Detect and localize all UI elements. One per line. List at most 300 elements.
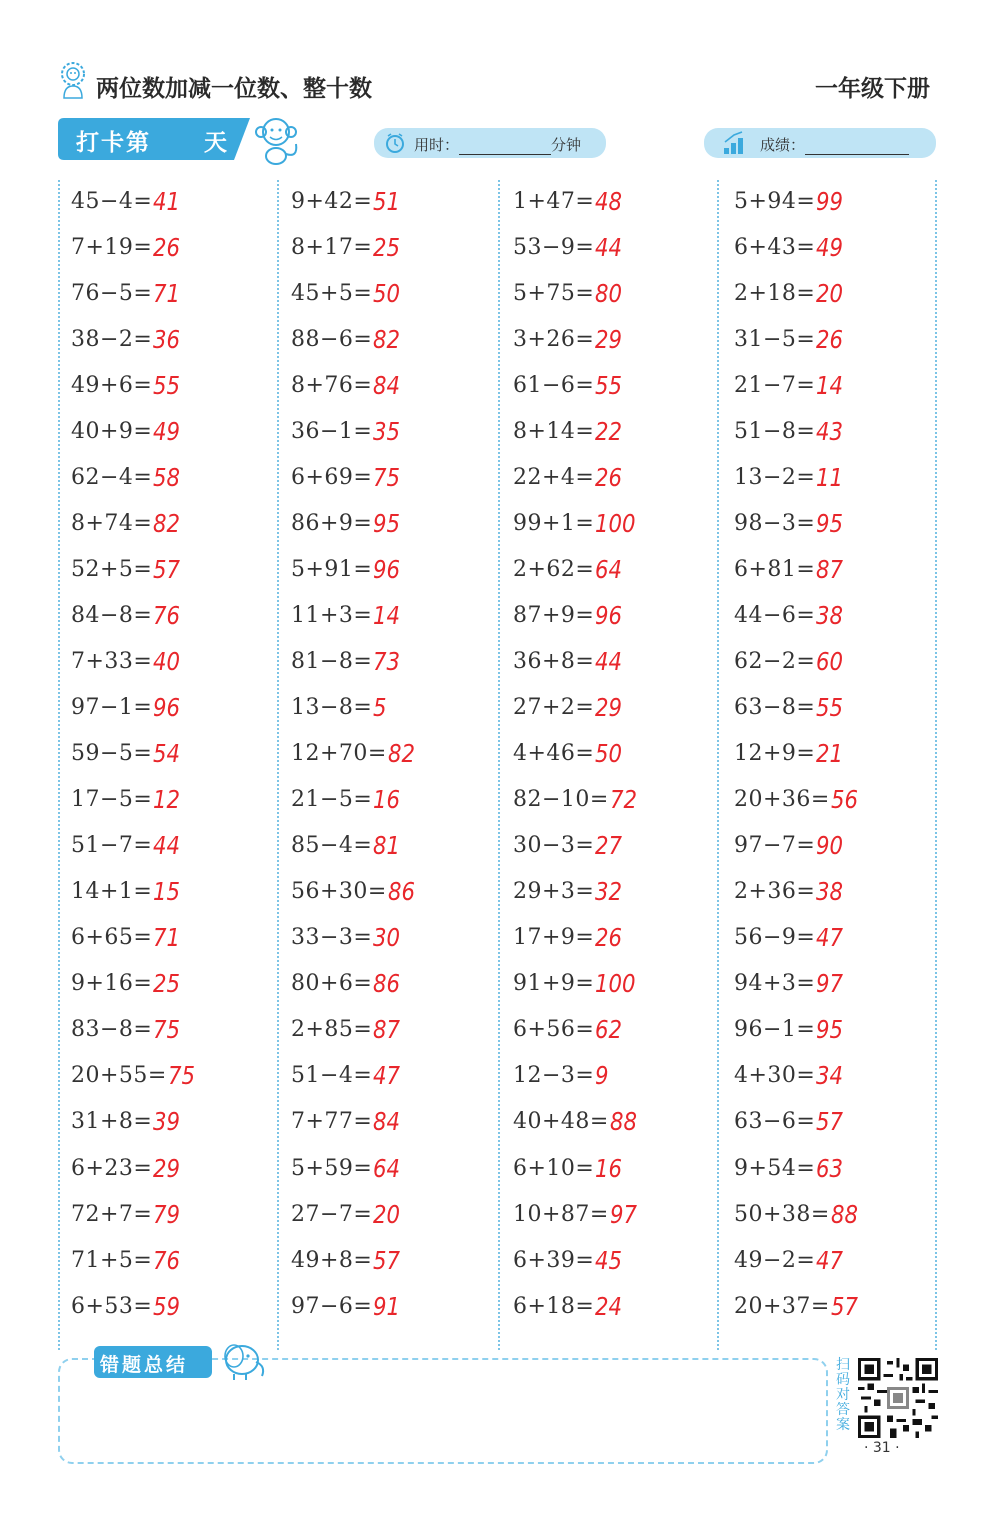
column-divider <box>58 180 60 1350</box>
score-blank[interactable] <box>805 140 909 155</box>
handwritten-answer[interactable]: 54 <box>153 739 181 769</box>
problem-expression: 7+33= <box>71 648 153 674</box>
problem-row <box>291 731 501 777</box>
handwritten-answer[interactable]: 48 <box>595 186 623 216</box>
problem-expression: 36+8= <box>513 648 595 674</box>
handwritten-answer[interactable]: 11 <box>816 462 844 492</box>
problem-row <box>71 685 281 731</box>
problem-row <box>513 961 723 1007</box>
mistake-summary-label: 错题总结 <box>100 1354 189 1376</box>
handwritten-answer[interactable]: 44 <box>153 831 181 861</box>
problem-expression: 13−2= <box>734 464 816 490</box>
problem-expression: 52+5= <box>71 556 153 582</box>
handwritten-answer[interactable]: 38 <box>816 877 844 907</box>
problem-expression: 5+59= <box>291 1155 373 1181</box>
problem-expression: 17+9= <box>513 925 595 951</box>
problem-row <box>734 685 944 731</box>
problem-row <box>291 270 501 316</box>
score-label: 成绩： <box>760 136 806 154</box>
handwritten-answer[interactable]: 71 <box>153 278 181 308</box>
problem-expression: 8+74= <box>71 510 153 536</box>
problem-expression: 17−5= <box>71 787 153 813</box>
time-blank[interactable] <box>459 140 551 155</box>
problem-row <box>291 362 501 408</box>
handwritten-answer[interactable]: 47 <box>373 1061 401 1091</box>
clock-icon <box>384 132 406 154</box>
problem-expression: 84−8= <box>71 602 153 628</box>
problem-expression: 56−9= <box>734 925 816 951</box>
problem-row <box>513 1099 723 1145</box>
problem-row <box>71 961 281 1007</box>
qr-label: 扫码对答案 <box>836 1357 850 1433</box>
handwritten-answer[interactable]: 82 <box>387 739 415 769</box>
problem-row <box>513 1007 723 1053</box>
problem-expression: 11+3= <box>291 602 373 628</box>
problem-row <box>734 224 944 270</box>
handwritten-answer[interactable]: 99 <box>816 186 844 216</box>
handwritten-answer[interactable]: 25 <box>373 232 401 262</box>
problem-row <box>71 1053 281 1099</box>
handwritten-answer[interactable]: 14 <box>373 600 401 630</box>
problem-row <box>734 1053 944 1099</box>
problem-expression: 6+10= <box>513 1155 595 1181</box>
problem-expression: 1+47= <box>513 188 595 214</box>
problem-expression: 97−6= <box>291 1293 373 1319</box>
handwritten-answer[interactable]: 76 <box>153 600 181 630</box>
problem-expression: 72+7= <box>71 1201 153 1227</box>
handwritten-answer[interactable]: 12 <box>153 785 181 815</box>
problem-expression: 45−4= <box>71 188 153 214</box>
problem-row <box>734 777 944 823</box>
problem-row <box>291 915 501 961</box>
handwritten-answer[interactable]: 55 <box>816 693 844 723</box>
handwritten-answer[interactable]: 14 <box>816 370 844 400</box>
problem-expression: 4+46= <box>513 741 595 767</box>
problem-expression: 91+9= <box>513 971 595 997</box>
handwritten-answer[interactable]: 96 <box>595 600 623 630</box>
problem-expression: 97−1= <box>71 695 153 721</box>
handwritten-answer[interactable]: 38 <box>816 600 844 630</box>
problem-expression: 99+1= <box>513 510 595 536</box>
checkin-label: 打卡第 <box>76 130 151 156</box>
problem-row <box>513 178 723 224</box>
problem-expression: 20+37= <box>734 1293 830 1319</box>
problem-expression: 10+87= <box>513 1201 609 1227</box>
handwritten-answer[interactable]: 88 <box>609 1107 637 1137</box>
problem-row <box>513 362 723 408</box>
handwritten-answer[interactable]: 51 <box>373 186 401 216</box>
qr-code[interactable] <box>858 1358 938 1438</box>
problem-row <box>734 1007 944 1053</box>
time-unit: 分钟 <box>551 136 582 154</box>
problem-expression: 21−7= <box>734 372 816 398</box>
problem-row <box>291 685 501 731</box>
problem-column-4 <box>734 178 944 1329</box>
problem-expression: 20+55= <box>71 1063 167 1089</box>
handwritten-answer[interactable]: 49 <box>153 416 181 446</box>
problem-row <box>71 1237 281 1283</box>
problem-row <box>513 592 723 638</box>
handwritten-answer[interactable]: 5 <box>373 693 387 723</box>
handwritten-answer[interactable]: 34 <box>816 1061 844 1091</box>
problem-expression: 20+36= <box>734 787 830 813</box>
problem-row <box>71 1145 281 1191</box>
problem-row <box>513 224 723 270</box>
problem-row <box>291 1099 501 1145</box>
problem-row <box>71 869 281 915</box>
handwritten-answer[interactable]: 56 <box>830 785 858 815</box>
handwritten-answer[interactable]: 26 <box>816 324 844 354</box>
problem-expression: 12+9= <box>734 741 816 767</box>
problem-row <box>513 1145 723 1191</box>
problem-expression: 62−2= <box>734 648 816 674</box>
problem-expression: 49−2= <box>734 1247 816 1273</box>
problem-expression: 49+6= <box>71 372 153 398</box>
problem-row <box>513 638 723 684</box>
problem-expression: 5+91= <box>291 556 373 582</box>
problem-expression: 2+85= <box>291 1017 373 1043</box>
problem-row <box>291 1007 501 1053</box>
problem-row <box>71 777 281 823</box>
problem-expression: 27+2= <box>513 695 595 721</box>
handwritten-answer[interactable]: 63 <box>816 1153 844 1183</box>
problem-expression: 51−8= <box>734 418 816 444</box>
checkin-day-label: 天 <box>204 130 227 156</box>
problem-row <box>291 500 501 546</box>
page-title: 两位数加减一位数、整十数 <box>96 76 372 102</box>
handwritten-answer[interactable]: 64 <box>595 554 623 584</box>
problem-expression: 44−6= <box>734 602 816 628</box>
problem-row <box>71 454 281 500</box>
problem-row <box>291 592 501 638</box>
problem-row <box>291 454 501 500</box>
problem-row <box>291 1237 501 1283</box>
handwritten-answer[interactable]: 29 <box>595 324 623 354</box>
problem-expression: 45+5= <box>291 280 373 306</box>
problem-row <box>734 454 944 500</box>
handwritten-answer[interactable]: 20 <box>373 1199 401 1229</box>
problem-expression: 29+3= <box>513 879 595 905</box>
handwritten-answer[interactable]: 90 <box>816 831 844 861</box>
handwritten-answer[interactable]: 84 <box>373 1107 401 1137</box>
handwritten-answer[interactable]: 43 <box>816 416 844 446</box>
handwritten-answer[interactable]: 29 <box>153 1153 181 1183</box>
handwritten-answer[interactable]: 87 <box>373 1015 401 1045</box>
handwritten-answer[interactable]: 25 <box>153 969 181 999</box>
problem-expression: 8+17= <box>291 234 373 260</box>
problem-row <box>513 915 723 961</box>
page-number: · 31 · <box>864 1440 900 1456</box>
handwritten-answer[interactable]: 47 <box>816 923 844 953</box>
problem-row <box>71 270 281 316</box>
handwritten-answer[interactable]: 57 <box>373 1245 401 1275</box>
problem-expression: 5+94= <box>734 188 816 214</box>
handwritten-answer[interactable]: 82 <box>153 508 181 538</box>
problem-row <box>71 1099 281 1145</box>
problem-expression: 33−3= <box>291 925 373 951</box>
problem-expression: 6+81= <box>734 556 816 582</box>
problem-row <box>71 1283 281 1329</box>
handwritten-answer[interactable]: 44 <box>595 232 623 262</box>
problem-row <box>734 592 944 638</box>
handwritten-answer[interactable]: 59 <box>153 1291 181 1321</box>
problem-expression: 56+30= <box>291 879 387 905</box>
problem-row <box>734 823 944 869</box>
problem-row <box>291 1191 501 1237</box>
problem-row <box>734 178 944 224</box>
handwritten-answer[interactable]: 91 <box>373 1291 401 1321</box>
handwritten-answer[interactable]: 58 <box>153 462 181 492</box>
handwritten-answer[interactable]: 100 <box>595 508 636 538</box>
problem-row <box>513 869 723 915</box>
handwritten-answer[interactable]: 47 <box>816 1245 844 1275</box>
handwritten-answer[interactable]: 86 <box>373 969 401 999</box>
problem-row <box>734 500 944 546</box>
handwritten-answer[interactable]: 81 <box>373 831 401 861</box>
problem-expression: 6+65= <box>71 925 153 951</box>
problem-expression: 14+1= <box>71 879 153 905</box>
problem-row <box>513 454 723 500</box>
problem-row <box>513 270 723 316</box>
problem-row <box>71 592 281 638</box>
problem-row <box>734 1145 944 1191</box>
handwritten-answer[interactable]: 29 <box>595 693 623 723</box>
problem-expression: 51−4= <box>291 1063 373 1089</box>
handwritten-answer[interactable]: 87 <box>816 554 844 584</box>
problem-expression: 38−2= <box>71 326 153 352</box>
problem-row <box>513 1191 723 1237</box>
problem-expression: 2+36= <box>734 879 816 905</box>
handwritten-answer[interactable]: 55 <box>595 370 623 400</box>
problem-expression: 30−3= <box>513 833 595 859</box>
problem-column-2 <box>291 178 501 1329</box>
handwritten-answer[interactable]: 40 <box>153 646 181 676</box>
handwritten-answer[interactable]: 97 <box>609 1199 637 1229</box>
problem-expression: 6+43= <box>734 234 816 260</box>
handwritten-answer[interactable]: 21 <box>816 739 844 769</box>
handwritten-answer[interactable]: 75 <box>373 462 401 492</box>
problem-expression: 85−4= <box>291 833 373 859</box>
handwritten-answer[interactable]: 95 <box>816 508 844 538</box>
handwritten-answer[interactable]: 16 <box>595 1153 623 1183</box>
problem-expression: 81−8= <box>291 648 373 674</box>
problem-expression: 53−9= <box>513 234 595 260</box>
handwritten-answer[interactable]: 26 <box>595 923 623 953</box>
handwritten-answer[interactable]: 39 <box>153 1107 181 1137</box>
problem-row <box>513 823 723 869</box>
handwritten-answer[interactable]: 84 <box>373 370 401 400</box>
problem-row <box>71 500 281 546</box>
problem-expression: 94+3= <box>734 971 816 997</box>
problem-row <box>291 823 501 869</box>
handwritten-answer[interactable]: 36 <box>153 324 181 354</box>
problem-expression: 40+9= <box>71 418 153 444</box>
handwritten-answer[interactable]: 95 <box>373 508 401 538</box>
problem-row <box>513 500 723 546</box>
handwritten-answer[interactable]: 30 <box>373 923 401 953</box>
problem-expression: 8+14= <box>513 418 595 444</box>
problem-row <box>734 869 944 915</box>
handwritten-answer[interactable]: 26 <box>153 232 181 262</box>
problem-expression: 76−5= <box>71 280 153 306</box>
problem-row <box>734 1191 944 1237</box>
time-label: 用时： <box>414 136 460 154</box>
problem-expression: 8+76= <box>291 372 373 398</box>
handwritten-answer[interactable]: 57 <box>830 1291 858 1321</box>
problem-expression: 96−1= <box>734 1017 816 1043</box>
handwritten-answer[interactable]: 20 <box>816 278 844 308</box>
elephant-icon <box>212 1338 270 1382</box>
problem-expression: 98−3= <box>734 510 816 536</box>
handwritten-answer[interactable]: 71 <box>153 923 181 953</box>
problem-row <box>734 546 944 592</box>
problem-expression: 63−8= <box>734 695 816 721</box>
problem-expression: 6+69= <box>291 464 373 490</box>
handwritten-answer[interactable]: 86 <box>387 877 415 907</box>
problem-row <box>734 1237 944 1283</box>
handwritten-answer[interactable]: 55 <box>153 370 181 400</box>
problem-expression: 7+19= <box>71 234 153 260</box>
problem-expression: 3+26= <box>513 326 595 352</box>
handwritten-answer[interactable]: 26 <box>595 462 623 492</box>
handwritten-answer[interactable]: 76 <box>153 1245 181 1275</box>
problem-expression: 80+6= <box>291 971 373 997</box>
problem-row <box>291 638 501 684</box>
problem-row <box>291 178 501 224</box>
problem-row <box>291 961 501 1007</box>
problem-expression: 12−3= <box>513 1063 595 1089</box>
handwritten-answer[interactable]: 75 <box>153 1015 181 1045</box>
problem-expression: 97−7= <box>734 833 816 859</box>
handwritten-answer[interactable]: 88 <box>830 1199 858 1229</box>
handwritten-answer[interactable]: 24 <box>595 1291 623 1321</box>
problem-row <box>291 546 501 592</box>
handwritten-answer[interactable]: 82 <box>373 324 401 354</box>
problem-row <box>513 777 723 823</box>
problem-row <box>513 408 723 454</box>
problem-row <box>71 1191 281 1237</box>
problem-expression: 5+75= <box>513 280 595 306</box>
problem-row <box>513 731 723 777</box>
handwritten-answer[interactable]: 80 <box>595 278 623 308</box>
handwritten-answer[interactable]: 9 <box>595 1061 609 1091</box>
handwritten-answer[interactable]: 60 <box>816 646 844 676</box>
handwritten-answer[interactable]: 49 <box>816 232 844 262</box>
problem-row <box>291 316 501 362</box>
problem-expression: 13−8= <box>291 695 373 721</box>
problem-column-3 <box>513 178 723 1329</box>
problem-row <box>734 731 944 777</box>
problem-expression: 82−10= <box>513 787 609 813</box>
problem-row <box>71 362 281 408</box>
handwritten-answer[interactable]: 15 <box>153 877 181 907</box>
problem-expression: 9+16= <box>71 971 153 997</box>
problem-row <box>734 961 944 1007</box>
problem-row <box>291 1053 501 1099</box>
problem-expression: 31+8= <box>71 1109 153 1135</box>
problem-row <box>291 777 501 823</box>
handwritten-answer[interactable]: 41 <box>153 186 181 216</box>
problem-expression: 7+77= <box>291 1109 373 1135</box>
problem-row <box>71 408 281 454</box>
problem-row <box>71 915 281 961</box>
problem-expression: 6+23= <box>71 1155 153 1181</box>
problem-expression: 36−1= <box>291 418 373 444</box>
problem-expression: 6+56= <box>513 1017 595 1043</box>
handwritten-answer[interactable]: 64 <box>373 1153 401 1183</box>
problem-row <box>71 178 281 224</box>
handwritten-answer[interactable]: 27 <box>595 831 623 861</box>
handwritten-answer[interactable]: 57 <box>816 1107 844 1137</box>
problem-row <box>513 1053 723 1099</box>
problem-row <box>71 224 281 270</box>
problem-column-1 <box>71 178 281 1329</box>
problem-expression: 40+48= <box>513 1109 609 1135</box>
problem-expression: 27−7= <box>291 1201 373 1227</box>
problem-row <box>291 1145 501 1191</box>
problem-expression: 2+18= <box>734 280 816 306</box>
handwritten-answer[interactable]: 57 <box>153 554 181 584</box>
handwritten-answer[interactable]: 16 <box>373 785 401 815</box>
handwritten-answer[interactable]: 62 <box>595 1015 623 1045</box>
problem-expression: 6+53= <box>71 1293 153 1319</box>
handwritten-answer[interactable]: 96 <box>153 693 181 723</box>
monkey-icon <box>248 114 304 166</box>
problem-row <box>71 731 281 777</box>
handwritten-answer[interactable]: 96 <box>373 554 401 584</box>
problem-expression: 51−7= <box>71 833 153 859</box>
handwritten-answer[interactable]: 45 <box>595 1245 623 1275</box>
problem-expression: 9+54= <box>734 1155 816 1181</box>
handwritten-answer[interactable]: 35 <box>373 416 401 446</box>
problem-expression: 9+42= <box>291 188 373 214</box>
problem-expression: 31−5= <box>734 326 816 352</box>
handwritten-answer[interactable]: 50 <box>373 278 401 308</box>
problem-row <box>71 1007 281 1053</box>
problem-row <box>734 638 944 684</box>
handwritten-answer[interactable]: 100 <box>595 969 636 999</box>
problem-expression: 49+8= <box>291 1247 373 1273</box>
problem-expression: 22+4= <box>513 464 595 490</box>
handwritten-answer[interactable]: 73 <box>373 646 401 676</box>
problem-row <box>71 823 281 869</box>
problem-row <box>71 546 281 592</box>
chart-icon <box>722 130 748 156</box>
handwritten-answer[interactable]: 79 <box>153 1199 181 1229</box>
handwritten-answer[interactable]: 32 <box>595 877 623 907</box>
lion-logo-icon <box>58 60 88 100</box>
handwritten-answer[interactable]: 44 <box>595 646 623 676</box>
problem-expression: 59−5= <box>71 741 153 767</box>
handwritten-answer[interactable]: 95 <box>816 1015 844 1045</box>
handwritten-answer[interactable]: 97 <box>816 969 844 999</box>
problem-expression: 87+9= <box>513 602 595 628</box>
problem-expression: 4+30= <box>734 1063 816 1089</box>
problem-row <box>734 362 944 408</box>
handwritten-answer[interactable]: 72 <box>609 785 637 815</box>
problem-expression: 63−6= <box>734 1109 816 1135</box>
problem-expression: 83−8= <box>71 1017 153 1043</box>
problem-row <box>734 1099 944 1145</box>
problem-row <box>291 869 501 915</box>
problem-row <box>513 685 723 731</box>
handwritten-answer[interactable]: 75 <box>167 1061 195 1091</box>
problem-row <box>513 1283 723 1329</box>
handwritten-answer[interactable]: 22 <box>595 416 623 446</box>
handwritten-answer[interactable]: 50 <box>595 739 623 769</box>
problem-row <box>513 546 723 592</box>
problem-row <box>734 915 944 961</box>
